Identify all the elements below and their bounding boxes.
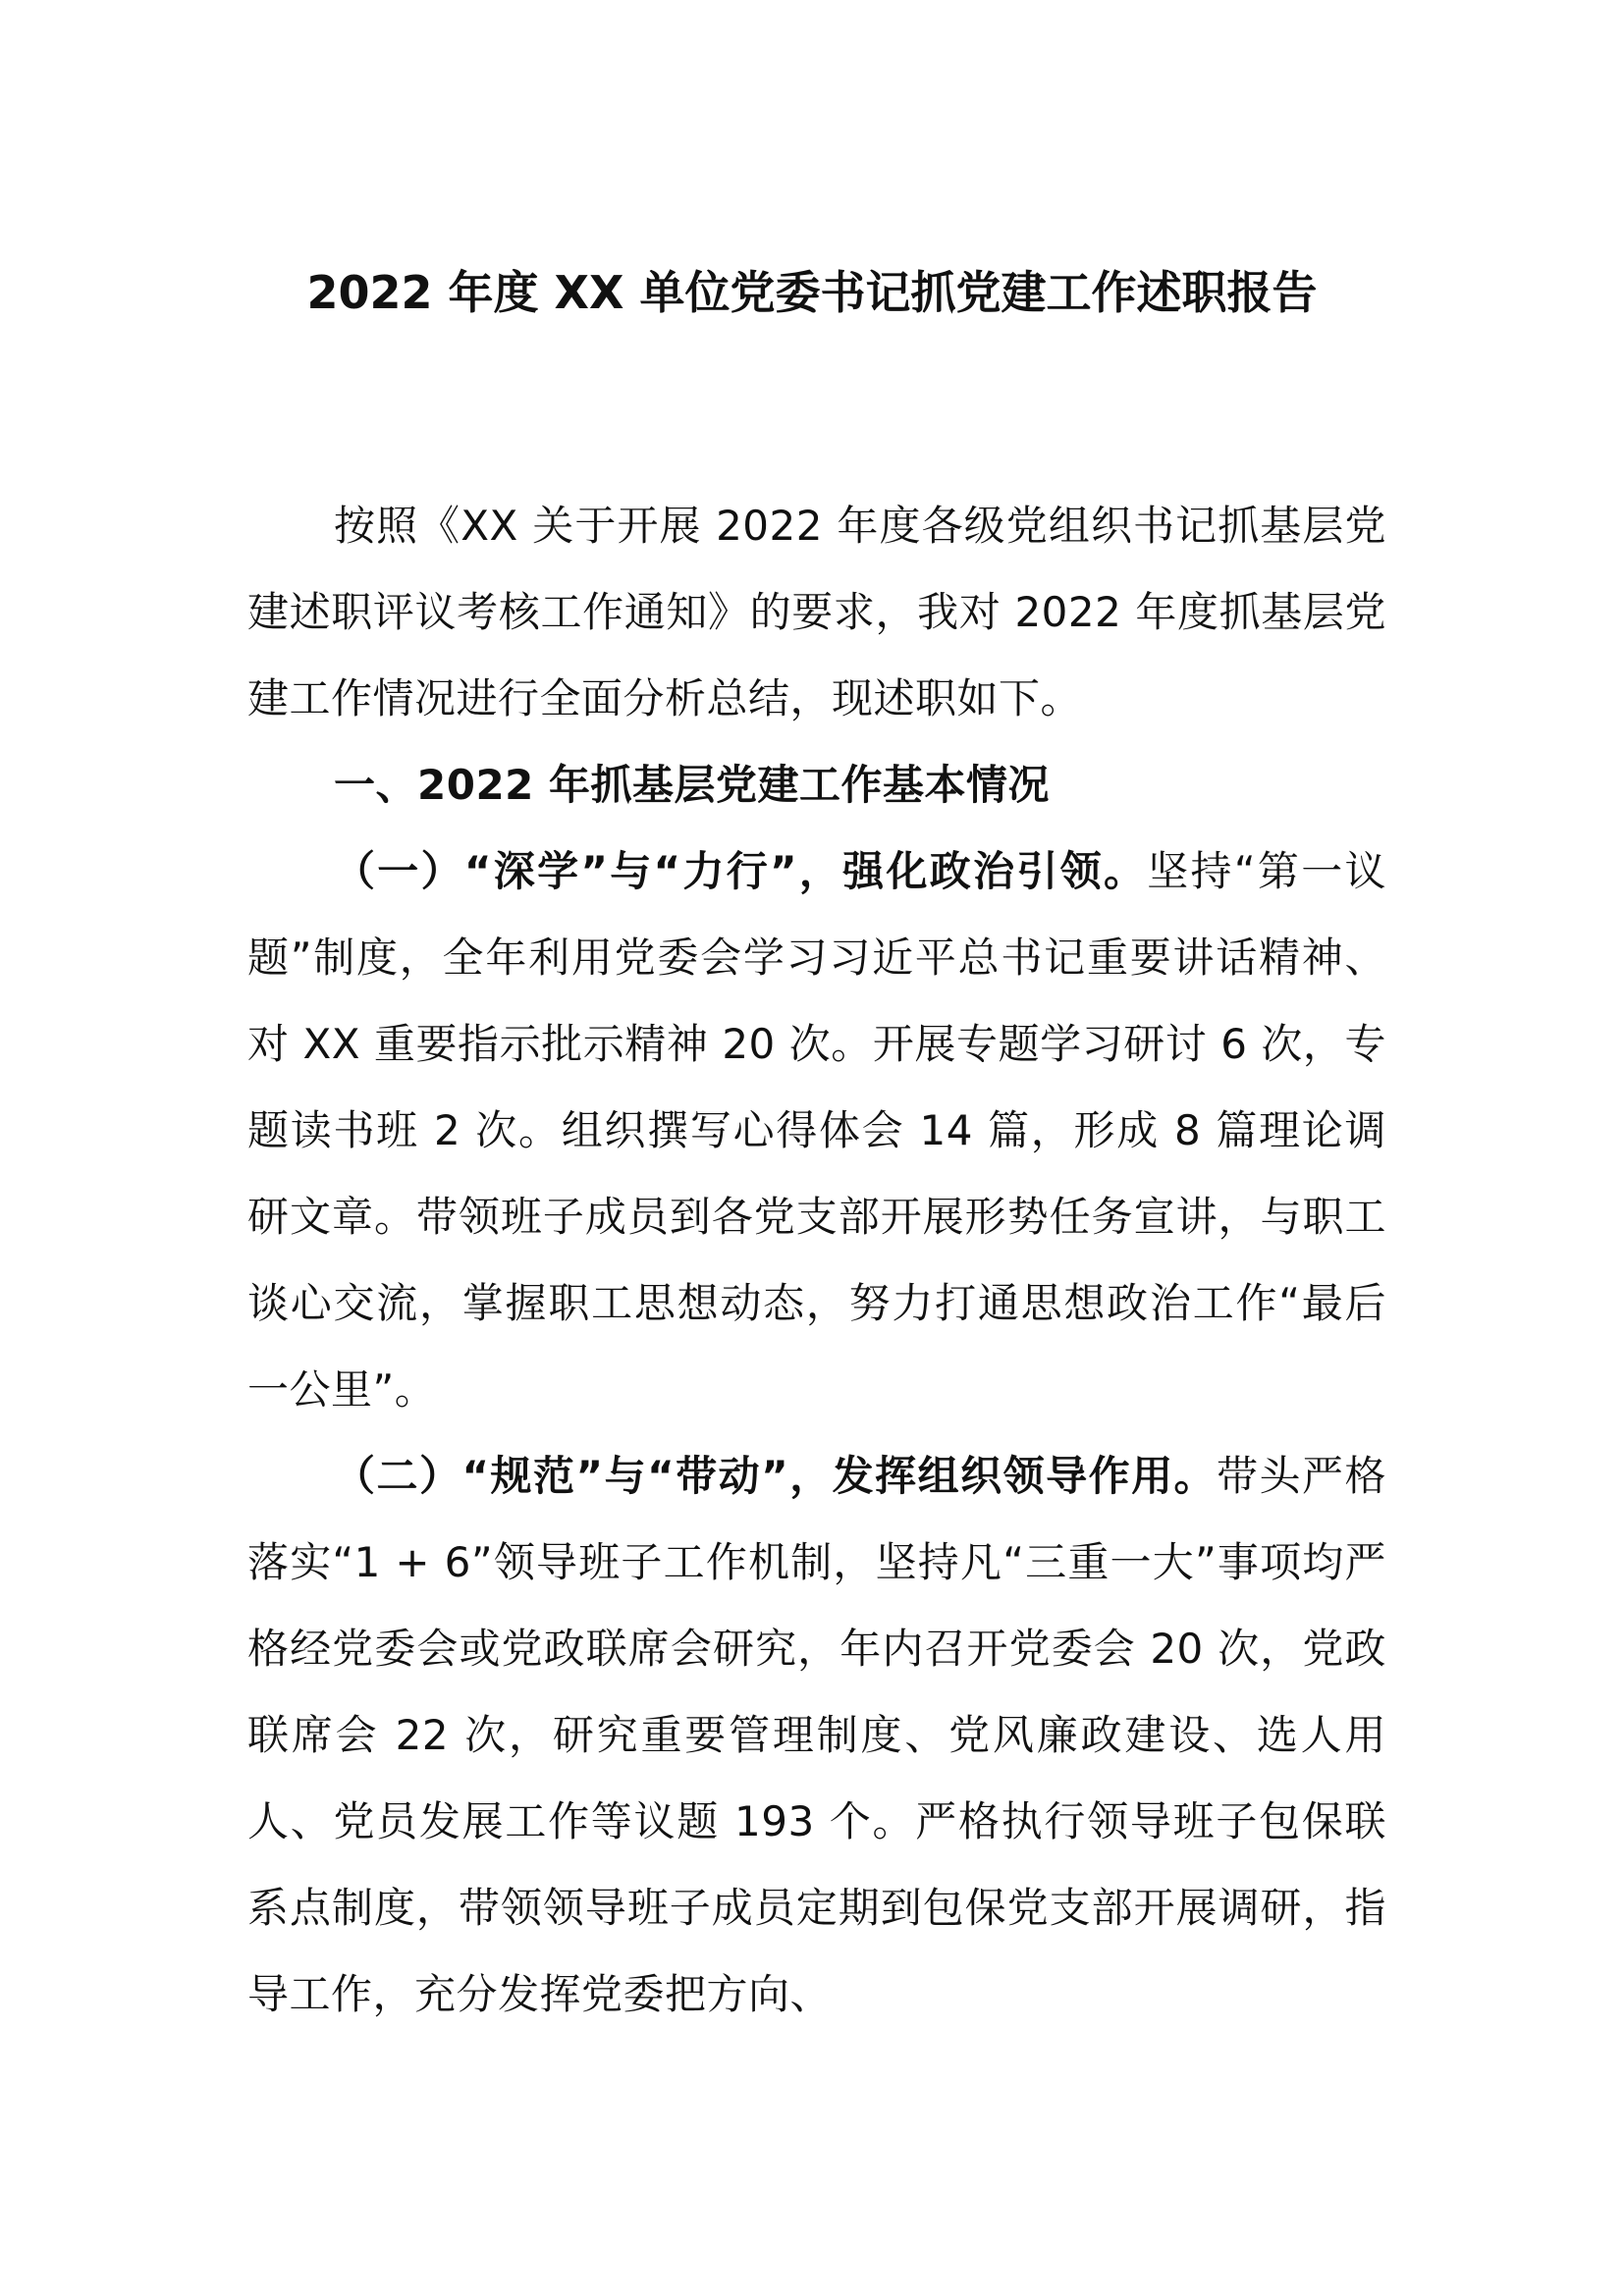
subsection-text-2: 带头严格落实“1 + 6”领导班子工作机制，坚持凡“三重一大”事项均严格经党委会或党政联席会研究，年内召开党委会 20 次，党政联席会 22 次，研究重要管理制度、党风廉政建设、选人用人、党员发展工作等议题 193 个。严格执行领导班子包保联系点制度，带领领导班子成员定期到包保党支部开展调研，指导工作，充分发挥党委把方向、 [247, 1452, 1386, 2018]
subsection-paragraph-2 [247, 1433, 1386, 2038]
subsection-text-1: 坚持“第一议题”制度，全年利用党委会学习习近平总书记重要讲话精神、对 XX 重要指示批示精神 20 次。开展专题学习研讨 6 次，专题读书班 2 次。组织撰写心得体会 14 篇，形成 8 篇理论调研文章。带领班子成员到各党支部开展形势任务宣讲，与职工谈心交流，掌握职工思想动态，努力打通思想政治工作“最后一公里”。 [247, 847, 1386, 1414]
subsection-paragraph-1 [247, 828, 1386, 1433]
document-title: 2022 年度 XX 单位党委书记抓党建工作述职报告 [306, 266, 1318, 319]
document-body [247, 483, 1386, 2038]
subsection-heading-1: （一）“深学”与“力行”，强化政治引领。 [334, 847, 1148, 895]
intro-paragraph: 按照《XX 关于开展 2022 年度各级党组织书记抓基层党建述职评议考核工作通知》的要求，我对 2022 年度抓基层党建工作情况进行全面分析总结，现述职如下。 [247, 502, 1386, 722]
subsection-heading-2: （二）“规范”与“带动”，发挥组织领导作用。 [334, 1452, 1218, 1500]
section-heading: 一、2022 年抓基层党建工作基本情况 [334, 761, 1051, 809]
